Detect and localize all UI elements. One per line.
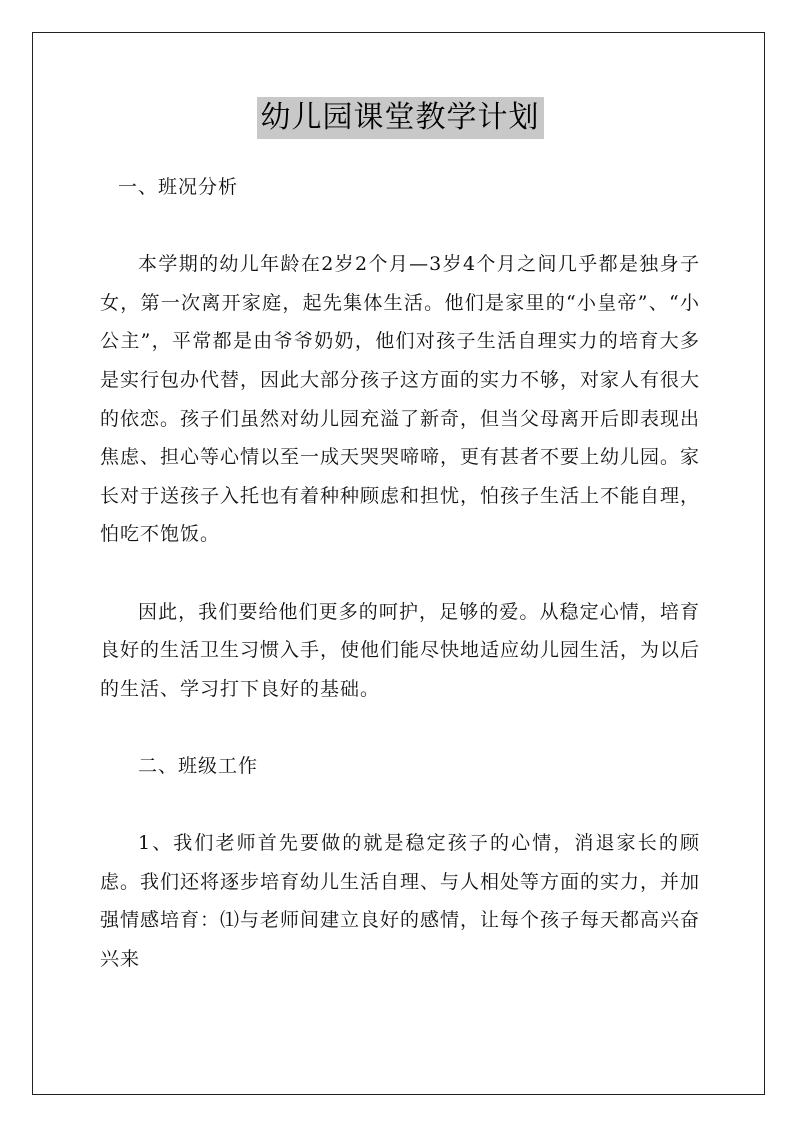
- paragraph-care-approach: 因此，我们要给他们更多的呵护，足够的爱。从稳定心情，培育良好的生活卫生习惯入手，使他们能尽快地适应幼儿园生活，为以后的生活、学习打下良好的基础。: [100, 600, 701, 700]
- paragraph-gap: [100, 207, 700, 246]
- section-heading-class-analysis: 一、班况分析: [118, 176, 239, 198]
- title-container: [0, 97, 800, 139]
- paragraph-work-item-1: 1、我们老师首先要做的就是稳定孩子的心情，消退家长的顾虑。我们还将逐步培育幼儿生活自理、与人相处等方面的实力，并加强情感培育：⑴与老师间建立良好的感情，让每个孩子每天都高兴奋兴来: [100, 832, 701, 970]
- paragraph-gap: [100, 554, 700, 593]
- document-title: 幼儿园课堂教学计划: [257, 97, 544, 139]
- paragraph-gap: [100, 708, 700, 747]
- paragraph-gap: [100, 786, 700, 825]
- section-heading-class-work: 二、班级工作: [138, 754, 259, 777]
- paragraph-class-overview: 本学期的幼儿年龄在2岁2个月—3岁4个月之间几乎都是独身子女，第一次离开家庭，起先集体生活。他们是家里的“小皇帝”、“小公主”，平常都是由爷爷奶奶，他们对孩子生活自理实力的培育大多是实行包办代替，因此大部分孩子这方面的实力不够，对家人有很大的依恋。孩子们虽然对幼儿园充溢了新奇，但当父母离开后即表现出焦虑、担心等心情以至一成天哭哭啼啼，更有甚者不要上幼儿园。家长对于送孩子入托也有着种种顾虑和担忧，怕孩子生活上不能自理，怕吃不饱饭。: [100, 253, 701, 546]
- document-body: [100, 168, 700, 978]
